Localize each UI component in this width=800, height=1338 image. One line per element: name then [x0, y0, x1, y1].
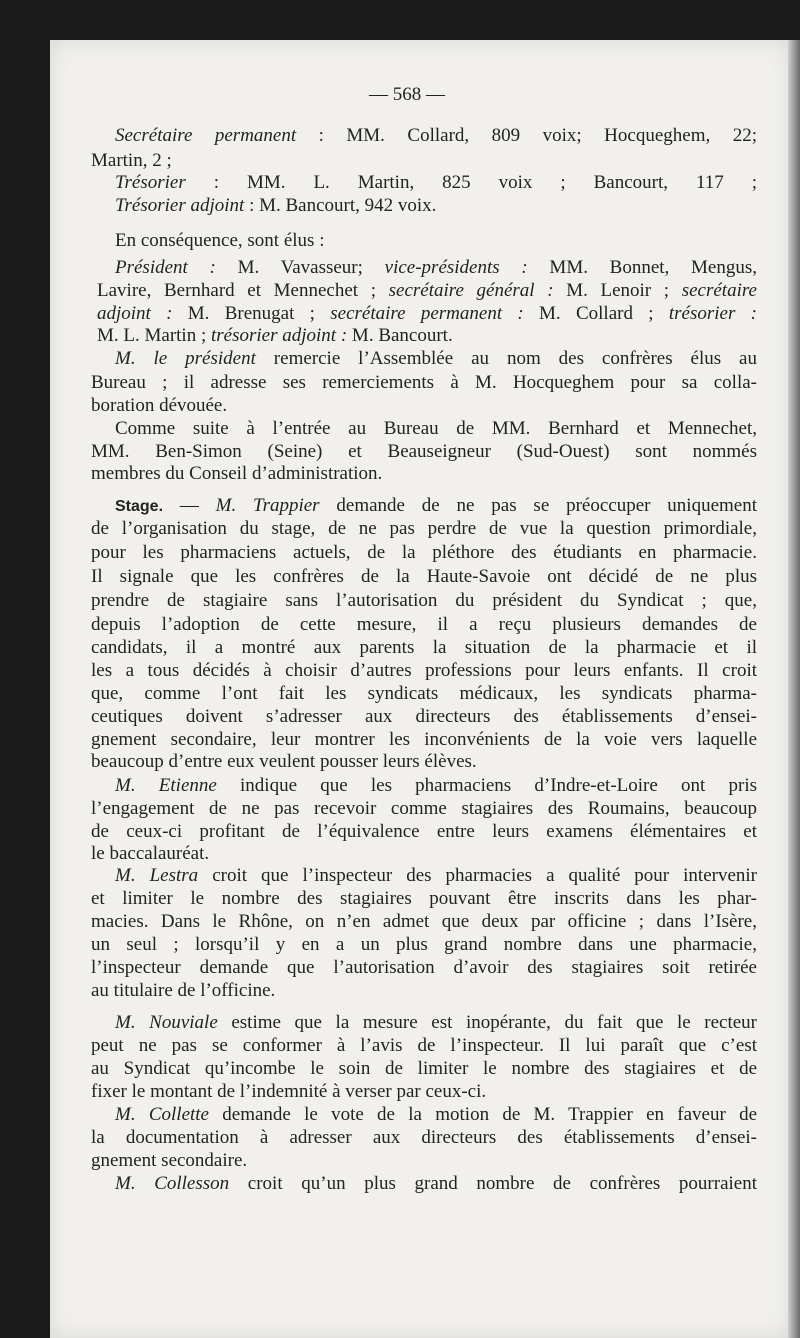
text-line [115, 865, 757, 887]
italic-text: Trésorier [115, 172, 186, 193]
text-line [115, 348, 757, 370]
text-line [115, 257, 757, 279]
body-text: Bureau ; il adresse ses remerciements à M. Hocqueghem pour sa colla- [91, 372, 757, 393]
body-text: au Syndicat qu’incombe le soin de limiter le nombre des stagiaires et de [91, 1058, 757, 1079]
body-text: le baccalauréat. [91, 843, 210, 864]
text-line [91, 821, 757, 843]
text-line [91, 729, 757, 751]
text-line [91, 542, 757, 564]
text-line [91, 518, 757, 540]
text-line [91, 1150, 757, 1172]
italic-text: M. Nouviale [115, 1012, 218, 1033]
body-text: croit que l’inspecteur des pharmacies a qualité pour intervenir [198, 865, 757, 886]
text-line [91, 706, 757, 728]
body-text: M. Vavasseur; [215, 257, 385, 278]
body-text: Comme suite à l’entrée au Bureau de MM. Bernhard et Mennechet, [115, 418, 757, 439]
italic-text: secrétaire [681, 280, 757, 301]
body-text: boration dévouée. [91, 395, 228, 416]
text-line [91, 934, 757, 956]
text-line [115, 418, 757, 440]
body-text: Lavire, Bernhard et Mennechet ; [97, 280, 389, 301]
text-line [91, 660, 757, 682]
text-line [91, 150, 757, 172]
body-text: M. Bancourt. [347, 325, 453, 346]
text-line [91, 395, 757, 417]
italic-text: vice-présidents : [384, 257, 528, 278]
text-line [91, 911, 757, 933]
body-text: croit qu’un plus grand nombre de confrères pourraient [229, 1173, 758, 1194]
body-text: prendre de stagiaire sans l’autorisation du président du Syndicat ; que, [91, 590, 757, 611]
text-line [91, 372, 757, 394]
text-line [91, 888, 757, 910]
text-line [97, 303, 757, 325]
body-text: membres du Conseil d’administration. [91, 463, 383, 484]
italic-text: secrétaire général : [388, 280, 554, 301]
body-text: Il signale que les confrères de la Haute-Savoie ont décidé de ne plus [91, 566, 757, 587]
text-line [115, 775, 757, 797]
text-line [91, 590, 757, 612]
text-line [91, 463, 757, 485]
text-line [115, 230, 757, 252]
italic-text: M. Lestra [115, 865, 199, 886]
body-text: demande le vote de la motion de M. Trappier en faveur de [209, 1104, 757, 1125]
body-text: macies. Dans le Rhône, on n’en admet que deux par officine ; dans l’Isère, [91, 911, 757, 932]
italic-text: M. le président [115, 348, 256, 369]
body-text: M. Brenugat ; [172, 303, 331, 324]
text-line [91, 1127, 757, 1149]
body-text: les a tous décidés à choisir d’autres professions pour leurs enfants. Il croit [91, 660, 757, 681]
italic-text: M. Etienne [115, 775, 217, 796]
italic-text: trésorier : [668, 303, 758, 324]
body-text: l’inspecteur demande que l’autorisation d’avoir des stagiaires soit retirée [91, 957, 757, 978]
text-line [115, 125, 757, 147]
body-text: la documentation à adresser aux directeurs des établissements d’ensei- [91, 1127, 757, 1148]
body-text: remercie l’Assemblée au nom des confrères élus au [255, 348, 757, 369]
text-line [115, 1173, 757, 1195]
section-heading: Stage. [115, 498, 164, 515]
italic-text: secrétaire permanent : [330, 303, 524, 324]
text-line [115, 172, 757, 194]
body-text: de ceux-ci profitant de l’équivalence entre leurs examens élémentaires et [91, 821, 757, 842]
italic-text: Trésorier adjoint [115, 195, 245, 216]
text-line [97, 280, 757, 302]
body-text: gnement secondaire. [91, 1150, 248, 1171]
text-line [91, 751, 757, 773]
text-line [91, 843, 757, 865]
body-text: fixer le montant de l’indemnité à verser par ceux-ci. [91, 1081, 487, 1102]
text-line [91, 1035, 757, 1057]
italic-text: trésorier adjoint : [211, 325, 348, 346]
body-text: candidats, il a montré aux parents la situation de la pharmacie et il [91, 637, 757, 658]
text-line [91, 566, 757, 588]
body-text: beaucoup d’entre eux veulent pousser leurs élèves. [91, 751, 477, 772]
text-line [91, 798, 757, 820]
body-text: En conséquence, sont élus : [115, 230, 325, 251]
text-line [97, 325, 757, 347]
body-text: MM. Bonnet, Mengus, [527, 257, 757, 278]
body-text: pour les pharmaciens actuels, de la pléthore des étudiants en pharmacie. [91, 542, 757, 563]
text-line [91, 1058, 757, 1080]
text-line [91, 980, 757, 1002]
italic-text: adjoint : [97, 303, 173, 324]
text-line [91, 637, 757, 659]
body-text: : MM. L. Martin, 825 voix ; Bancourt, 117 ; [185, 172, 757, 193]
body-text: indique que les pharmaciens d’Indre-et-Loire ont pris [216, 775, 757, 796]
body-text: peut ne pas se conformer à l’avis de l’inspecteur. Il lui paraît que c’est [91, 1035, 757, 1056]
body-text: et limiter le nombre des stagiaires pouvant être inscrits dans les phar- [91, 888, 757, 909]
italic-text: Secrétaire permanent [115, 125, 297, 146]
italic-text: Président : [115, 257, 216, 278]
body-text: de l’organisation du stage, de ne pas perdre de vue la question primordiale, [91, 518, 757, 539]
body-text: que, comme l’ont fait les syndicats médicaux, les syndicats pharma- [91, 683, 757, 704]
text-line [91, 614, 757, 636]
body-text: l’engagement de ne pas recevoir comme stagiaires des Roumains, beaucoup [91, 798, 757, 819]
body-text: MM. Ben-Simon (Seine) et Beauseigneur (Sud-Ouest) sont nommés [91, 441, 757, 462]
text-line [115, 495, 757, 517]
body-text: M. L. Martin ; [97, 325, 211, 346]
page-edge [788, 40, 800, 1338]
text-line [91, 441, 757, 463]
italic-text: M. Trappier [215, 495, 320, 516]
text-line [91, 957, 757, 979]
body-text: : M. Bancourt, 942 voix. [244, 195, 437, 216]
body-text: Martin, 2 ; [91, 150, 172, 171]
body-text: demande de ne pas se préoccuper uniquement [319, 495, 757, 516]
text-line [115, 1104, 757, 1126]
body-text: M. Lenoir ; [553, 280, 682, 301]
body-text: : MM. Collard, 809 voix; Hocqueghem, 22; [296, 125, 757, 146]
body-text: — [163, 495, 216, 516]
italic-text: M. Collesson [115, 1173, 230, 1194]
body-text: gnement secondaire, leur montrer les inconvénients de la voie vers laquelle [91, 729, 757, 750]
text-line [115, 195, 757, 217]
body-text: ceutiques doivent s’adresser aux directeurs des établissements d’ensei- [91, 706, 757, 727]
body-text: au titulaire de l’officine. [91, 980, 276, 1001]
text-line [115, 1012, 757, 1034]
page-number: — 568 — [369, 84, 445, 105]
body-text: estime que la mesure est inopérante, du fait que le recteur [217, 1012, 757, 1033]
body-text: depuis l’adoption de cette mesure, il a reçu plusieurs demandes de [91, 614, 757, 635]
italic-text: M. Collette [115, 1104, 209, 1125]
body-text: un seul ; lorsqu’il y en a un plus grand nombre dans une pharmacie, [91, 934, 757, 955]
text-line [91, 1081, 757, 1103]
text-line [91, 683, 757, 705]
body-text: M. Collard ; [523, 303, 669, 324]
